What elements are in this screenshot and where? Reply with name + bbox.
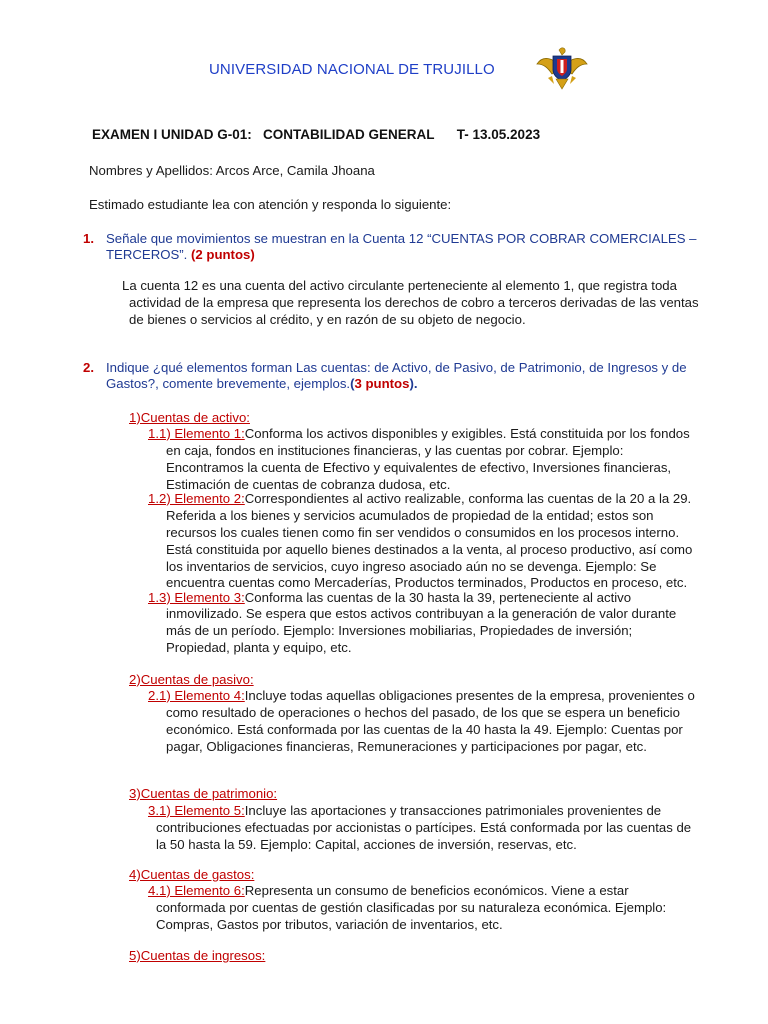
element-2-line-2: Referida a los bienes y servicios acumulados de propiedad de la entidad; estos son [166, 508, 654, 523]
section-pasivo-title: 2)Cuentas de pasivo: [129, 672, 254, 687]
element-6-line-2: conformada por cuentas de gestión clasificadas por su naturaleza económica. Ejemplo: [156, 900, 667, 915]
section-patrimonio-title: 3)Cuentas de patrimonio: [129, 786, 278, 801]
question-2-line-1: Indique ¿qué elementos forman Las cuentas: de Activo, de Pasivo, de Patrimonio, de Ingresos y de [106, 360, 687, 375]
answer-1-line-1: La cuenta 12 es una cuenta del activo circulante perteneciente al elemento 1, que registra toda [122, 278, 677, 293]
student-name: Nombres y Apellidos: Arcos Arce, Camila Jhoana [89, 163, 375, 178]
question-2-points-open: ( [350, 376, 355, 391]
university-name: UNIVERSIDAD NACIONAL DE TRUJILLO [209, 61, 495, 78]
element-3-label: 1.3) Elemento 3: [148, 590, 245, 605]
element-1-line-3: Encontramos la cuenta de Efectivo y equivalentes de efectivo, Inversiones financieras, [166, 460, 672, 475]
element-3-line-1 [148, 589, 631, 606]
element-2-label: 1.2) Elemento 2: [148, 491, 245, 506]
element-6-line-3: Compras, Gastos por tributos, variación de inventarios, etc. [156, 917, 503, 932]
question-1-points: (2 puntos) [191, 247, 255, 262]
exam-title: EXAMEN I UNIDAD G-01: CONTABILIDAD GENERAL T- 13.05.2023 [92, 127, 541, 142]
answer-1-line-2: actividad de la empresa que representa los derechos de cobro a terceros derivadas de las ventas [129, 295, 699, 310]
element-1-line-4: Estimación de cuentas de cobranza dudosa, etc. [166, 477, 451, 492]
element-2-line-1 [148, 490, 691, 507]
element-1-text-1: Conforma los activos disponibles y exigibles. Está constituida por los fondos [244, 426, 690, 441]
instructions: Estimado estudiante lea con atención y responda lo siguiente: [89, 197, 452, 212]
element-6-text-1: Representa un consumo de beneficios económicos. Viene a estar [244, 883, 629, 898]
element-3-line-2: inmovilizado. Se espera que estos activos contribuyan a la generación de valor durante [166, 606, 677, 621]
element-2-line-6: encuentra cuentas como Mercaderías, Productos terminados, Productos en proceso, etc. [166, 575, 688, 590]
element-5-label: 3.1) Elemento 5: [148, 803, 245, 818]
section-ingresos-title: 5)Cuentas de ingresos: [129, 948, 266, 963]
element-4-text-1: Incluye todas aquellas obligaciones presentes de la empresa, provenientes o [244, 688, 695, 703]
question-1-number: 1. [83, 231, 94, 246]
element-6-line-1 [148, 882, 629, 899]
element-4-label: 2.1) Elemento 4: [148, 688, 245, 703]
element-6-label: 4.1) Elemento 6: [148, 883, 245, 898]
element-5-line-3: la 50 hasta la 59. Ejemplo: Capital, acciones de inversión, reservas, etc. [156, 837, 577, 852]
section-gastos-title: 4)Cuentas de gastos: [129, 867, 255, 882]
element-2-line-4: Está constituida por aquello bienes destinados a la venta, al proceso productivo, así como [166, 542, 693, 557]
answer-1-line-3: de bienes o servicios al crédito, y en razón de su objeto de negocio. [129, 312, 526, 327]
element-2-line-3: recursos los cuales tienen como fin ser vendidos o consumidos en los procesos interno. [166, 525, 680, 540]
question-2-number: 2. [83, 360, 94, 375]
question-2-line-2-text: Gastos?, comente brevemente, ejemplos. [106, 376, 351, 391]
question-2-points-close: ). [409, 376, 418, 391]
element-1-line-2: en caja, fondos en instituciones financieras, y las cuentas por cobrar. Ejemplo: [166, 443, 624, 458]
element-4-line-4: pagar, Obligaciones financieras, Remuneraciones y participaciones por pagar, etc. [166, 739, 647, 754]
element-4-line-2: como resultado de operaciones o hechos del pasado, de los que se espera un beneficio [166, 705, 680, 720]
element-1-label: 1.1) Elemento 1: [148, 426, 245, 441]
question-1-line-2-text: TERCEROS”. [106, 247, 188, 262]
element-4-line-1 [148, 687, 695, 704]
university-seal-icon [536, 46, 588, 90]
question-2-points: 3 puntos [354, 376, 410, 391]
element-5-line-1 [148, 802, 661, 819]
question-1-line-2 [106, 246, 255, 263]
element-1-line-1 [148, 425, 690, 442]
element-2-text-1: Correspondientes al activo realizable, conforma las cuentas de la 20 a la 29. [244, 491, 692, 506]
section-activo-title: 1)Cuentas de activo: [129, 410, 250, 425]
element-3-line-4: Propiedad, planta y equipo, etc. [166, 640, 352, 655]
element-5-line-2: contribuciones efectuadas por accionistas o partícipes. Está conformada por las cuentas de [156, 820, 692, 835]
element-3-text-1: Conforma las cuentas de la 30 hasta la 39, perteneciente al activo [244, 590, 632, 605]
element-3-line-3: más de un período. Ejemplo: Inversiones mobiliarias, Propiedades de inversión; [166, 623, 633, 638]
element-4-line-3: económico. Está conformada por las cuentas de la 40 hasta la 49. Ejemplo: Cuentas por [166, 722, 683, 737]
question-2-line-2 [106, 375, 418, 392]
element-5-text-1: Incluye las aportaciones y transacciones patrimoniales provenientes de [244, 803, 662, 818]
question-1-line-1: Señale que movimientos se muestran en la Cuenta 12 “CUENTAS POR COBRAR COMERCIALES – [106, 231, 697, 246]
element-2-line-5: los inventarios de servicios, cuyo ingreso asociado aún no se devenga. Ejemplo: Se [166, 559, 657, 574]
